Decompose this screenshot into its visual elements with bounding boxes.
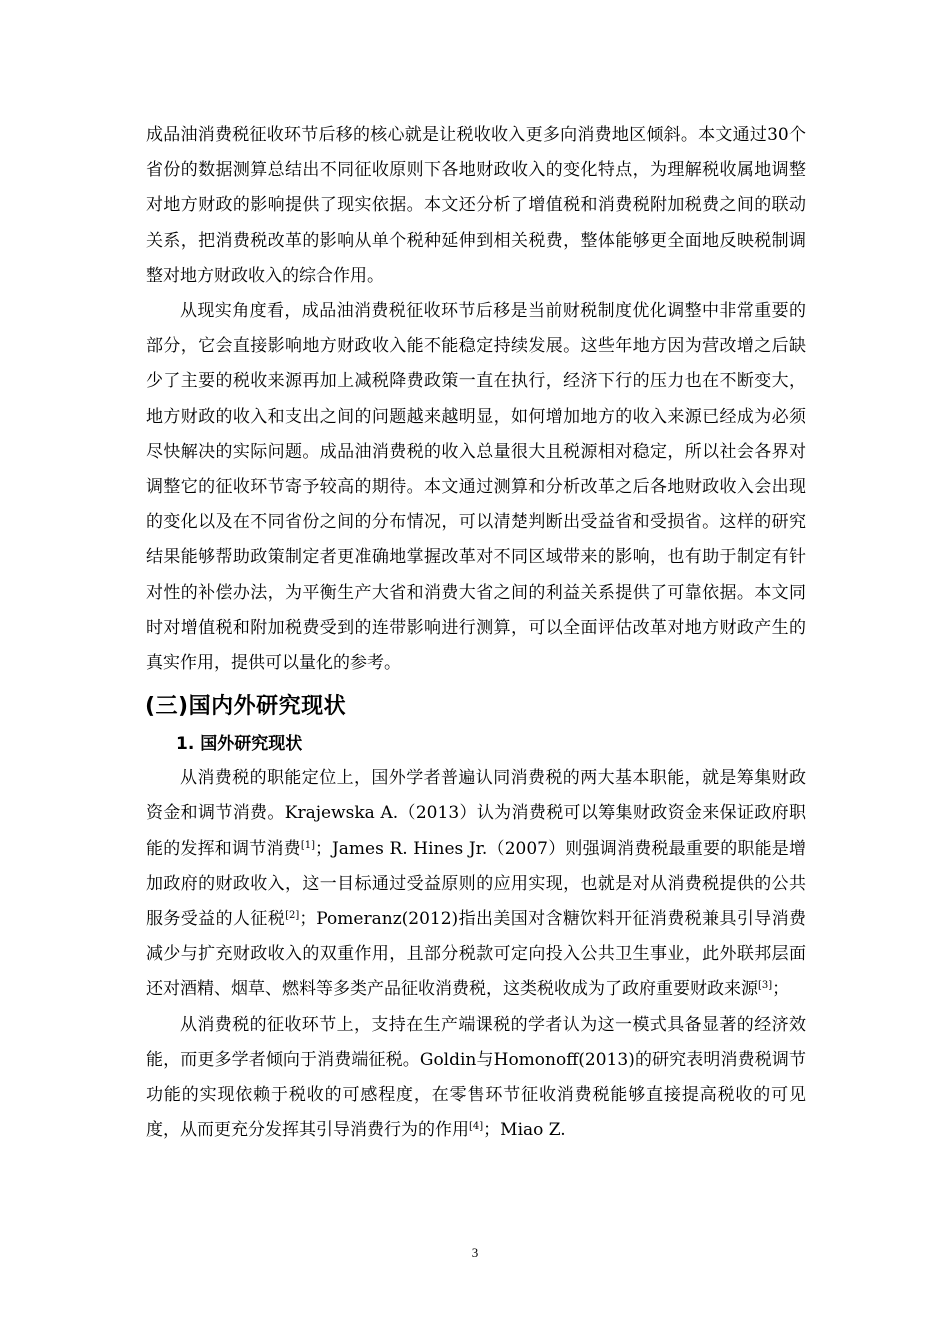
paragraph-practical-significance: 从现实角度看，成品油消费税征收环节后移是当前财税制度优化调整中非常重要的部分，它会直接影响地方财政收入能不能稳定持续发展。这些年地方因为营改增之后缺少了主要的税收来源再加上减税降费政策一直在执行，经济下行的压力也在不断变大，地方财政的收入和支出之间的问题越来越明显，如何增加地方的收入来源已经成为必须尽快解决的实际问题。成品油消费税的收入总量很大且税源相对稳定，所以社会各界对调整它的征收环节寄予较高的期待。本文通过测算和分析改革之后各地财政收入会出现的变化以及在不同省份之间的分布情况，可以清楚判断出受益省和受损省。这样的研究结果能够帮助政策制定者更准确地掌握改革对不同区域带来的影响，也有助于制定有针对性的补偿办法，为平衡生产大省和消费大省之间的利益关系提供了可靠依据。本文同时对增值税和附加税费受到的连带影响进行测算，可以全面评估改革对地方财政产生的真实作用，提供可以量化的参考。: [146, 301, 806, 674]
citation-ref-2: [2]: [285, 910, 300, 922]
citation-ref-3: [3]: [758, 980, 773, 992]
paragraph-consumption-tax-functions: [146, 761, 806, 1007]
subsection-heading: 1. 国外研究现状: [176, 734, 303, 755]
citation-ref-1: [1]: [300, 839, 315, 851]
para4-text-2: ；Miao Z.: [483, 1120, 566, 1141]
para3-text-2: ；James R. Hines Jr.（2007）则强调消费税最重要的职能是增加政府的财政收入，这一目标通过受益原则的应用实现，也就是对从消费税提供的公共服务受益的人征税: [146, 838, 806, 930]
paragraph-collection-stage: [146, 1008, 806, 1149]
page-body: [146, 118, 806, 1148]
para4-text-1: 从消费税的征收环节上，支持在生产端课税的学者认为这一模式具备显著的经济效能，而更多学者倾向于消费端征税。Goldin与Homonoff(2013)的研究表明消费税调节功能的实现依赖于税收的可感程度，在零售环节征收消费税能够直接提高税收的可见度，从而更充分发挥其引导消费行为的作用: [146, 1014, 806, 1141]
section-heading: (三)国内外研究现状: [145, 694, 347, 720]
page-number: 3: [471, 1245, 479, 1260]
para3-text-4: ；: [772, 979, 790, 1000]
paragraph-intro-continued: 成品油消费税征收环节后移的核心就是让税收收入更多向消费地区倾斜。本文通过30个省份的数据测算总结出不同征收原则下各地财政收入的变化特点，为理解税收属地调整对地方财政的影响提供了现实依据。本文还分析了增值税和消费税附加税费之间的联动关系，把消费税改革的影响从单个税种延伸到相关税费，整体能够更全面地反映税制调整对地方财政收入的综合作用。: [146, 125, 806, 286]
citation-ref-4: [4]: [469, 1121, 484, 1133]
para3-text-3: ；Pomeranz(2012)指出美国对含糖饮料开征消费税兼具引导消费减少与扩充财政收入的双重作用，且部分税款可定向投入公共卫生事业，此外联邦层面还对酒精、烟草、燃料等多类产品征收消费税，这类税收成为了政府重要财政来源: [146, 909, 807, 1000]
para3-text-1: 从消费税的职能定位上，国外学者普遍认同消费税的两大基本职能，就是筹集财政资金和调节消费。Krajewska A.（2013）认为消费税可以筹集财政资金来保证政府职能的发挥和调节消费: [146, 768, 806, 859]
